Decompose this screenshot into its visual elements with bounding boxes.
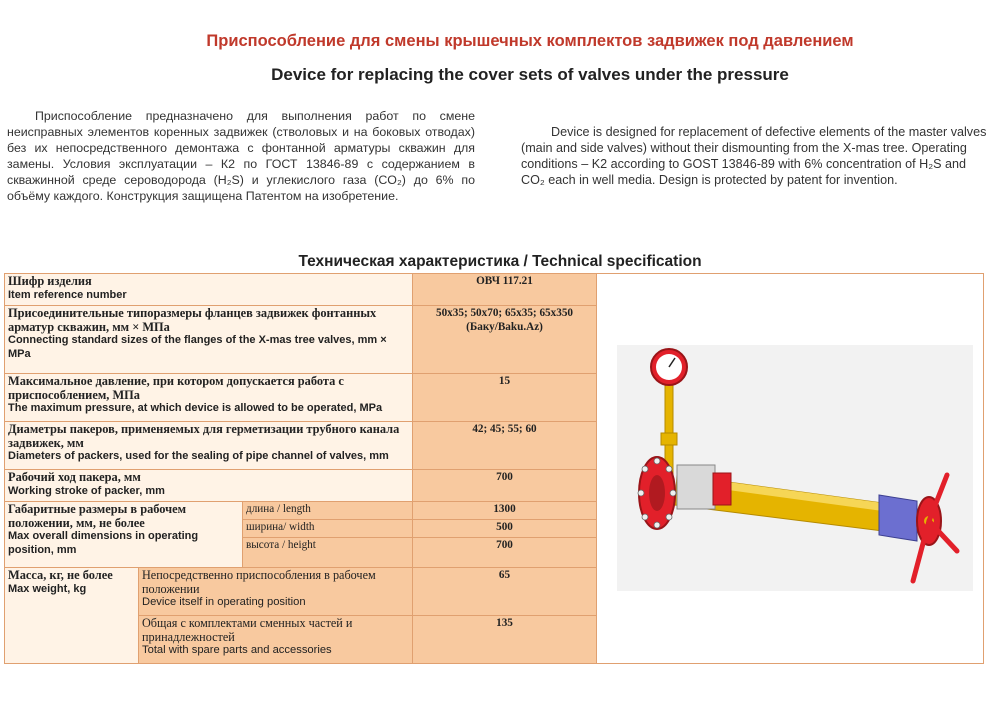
spec-value: 42; 45; 55; 60 [413,422,597,470]
spec-label-ru: Максимальное давление, при котором допускается работа с приспособлением, МПа [8,374,344,402]
spec-table [4,273,984,664]
spec-label [5,306,413,374]
spec-title: Техническая характеристика / Technical specification [298,253,702,270]
spec-label-en: Diameters of packers, used for the sealing of pipe channel of valves, mm [8,450,389,462]
weight-value: 135 [413,616,597,664]
spec-label [5,422,413,470]
intro-text-ru: Приспособление предназначено для выполнения работ по смене неисправных элементов коренных задвижек (стволовых и на боковых отводах) без их непосредственного демонтажа с фонтанной арматуры скважин для замены. Условия эксплуатации – К2 по ГОСТ 13846-89 с содержанием в скважинной среде сероводорода (H₂S) и углекислого газа (CO₂) до 6% по объёму каждого. Конструкция защищена Патентом на изобретение. [7,109,475,203]
spec-label-ru: Шифр изделия [8,274,92,288]
dimension-sublabel: высота / height [243,538,413,568]
intro-text-en: Device is designed for replacement of defective elements of the master valves (main and side valves) without their dismounting from the X-mas tree. Operating conditions – K2 according to GOST 13846-89 with 6% concentration of H₂S and CO₂ each in well media. Design is protected by patent for invention. [521,125,987,187]
spec-value: 15 [413,374,597,422]
weight-label-ru: Масса, кг, не более [8,568,113,582]
weight-sublabel [139,568,413,616]
spec-label-ru: Диаметры пакеров, применяемых для герметизации трубного канала задвижек, мм [8,422,400,450]
device-illustration [617,345,973,591]
title-ru: Приспособление для смены крышечных комплектов задвижек под давлением [206,32,854,50]
dimensions-label [5,502,243,568]
title-en: Device for replacing the cover sets of valves under the pressure [271,65,789,84]
spec-label-en: Item reference number [8,288,127,301]
weight-value: 65 [413,568,597,616]
weight-sublabel-ru: Общая с комплектами сменных частей и принадлежностей [142,616,353,644]
dimension-value: 700 [413,538,597,568]
spec-label [5,274,413,306]
weight-sublabel [139,616,413,664]
spec-label-en: Connecting standard sizes of the flanges of the X-mas tree valves, mm × MPa [8,334,387,360]
dimension-sublabel: длина / length [243,502,413,520]
dimensions-label-ru: Габаритные размеры в рабочем положении, мм, не более [8,502,187,530]
weight-sublabel-en: Total with spare parts and accessories [142,644,332,656]
weight-sublabel-ru: Непосредственно приспособления в рабочем положении [142,568,376,596]
dimension-value: 1300 [413,502,597,520]
dimension-value: 500 [413,520,597,538]
spec-label-ru: Рабочий ход пакера, мм [8,470,141,484]
dimensions-label-en: Max overall dimensions in operating position, mm [8,530,199,556]
device-image-cell [597,274,984,664]
spec-label-en: Working stroke of packer, mm [8,484,165,497]
spec-value: 700 [413,470,597,502]
dimension-sublabel: ширина/ width [243,520,413,538]
spec-value: 50х35; 50х70; 65х35; 65х350 (Баку/Baku.Az) [413,306,597,374]
spec-label [5,470,413,502]
weight-label [5,568,139,664]
weight-label-en: Max weight, kg [8,582,87,595]
weight-sublabel-en: Device itself in operating position [142,596,306,608]
spec-label-ru: Присоединительные типоразмеры фланцев задвижек фонтанных арматур скважин, мм × МПа [8,306,377,334]
spec-label [5,374,413,422]
spec-label-en: The maximum pressure, at which device is allowed to be operated, MPa [8,402,383,414]
table-row [5,274,984,306]
spec-value: ОВЧ 117.21 [413,274,597,306]
